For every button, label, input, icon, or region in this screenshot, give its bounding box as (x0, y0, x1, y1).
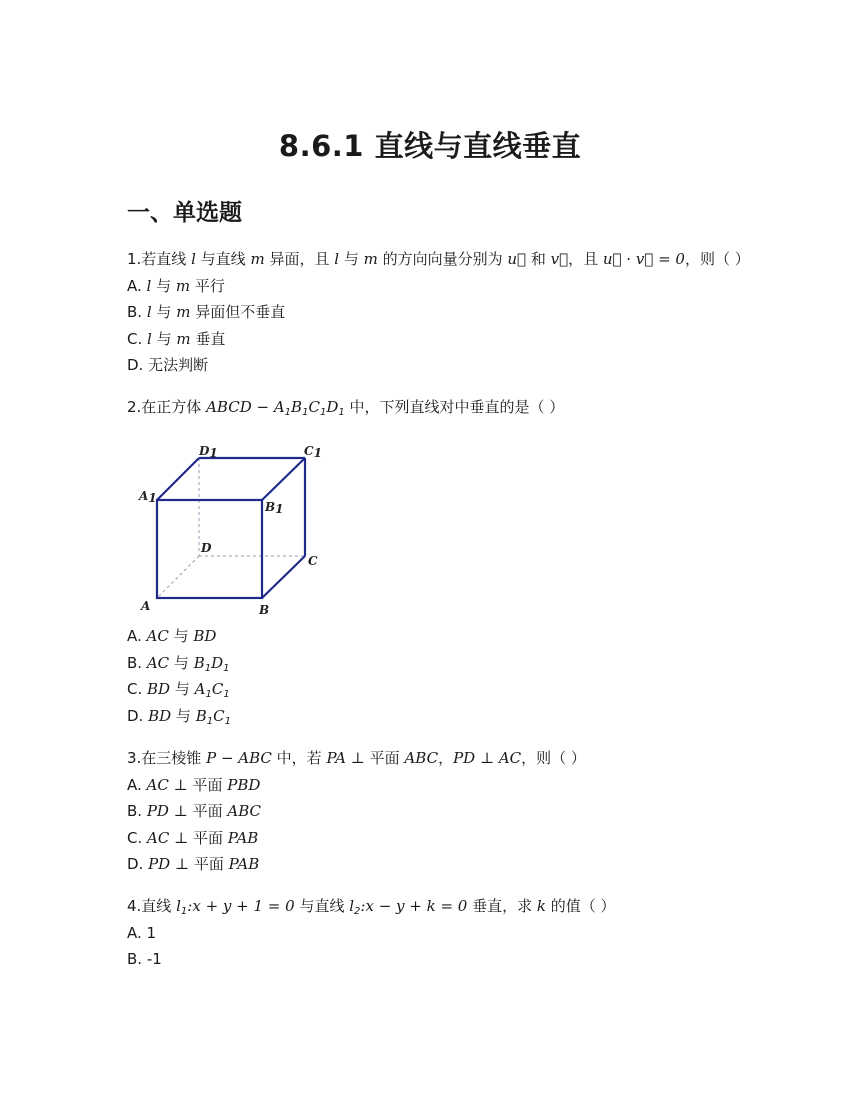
q2-option-c: C. BD 与 $A_1C_1$ (127, 680, 230, 700)
q3-option-b: B. PD ⊥ 平面 ABC (127, 802, 261, 820)
label-c: C (308, 554, 318, 568)
label-b: B (259, 603, 270, 617)
q3-option-a: A. AC ⊥ 平面 PBD (127, 776, 261, 794)
edge-a1d1 (157, 458, 199, 500)
q2-option-a: A. AC 与 BD (127, 627, 217, 645)
q1-option-c: C. l 与 m 垂直 (127, 330, 226, 348)
q1-option-b: B. l 与 m 异面但不垂直 (127, 303, 286, 321)
page-title: 8.6.1 直线与直线垂直 (278, 129, 582, 163)
q2-option-d: D. BD 与 $B_1C_1$ (127, 707, 231, 727)
label-c1: C1 (304, 444, 322, 460)
q4-option-b: B. -1 (127, 950, 162, 968)
q1-option-a: A. l 与 m 平行 (127, 277, 225, 295)
label-a: A (141, 599, 151, 613)
q4-stem: 4.直线 $l_1:x + y + 1 = 0$ 与直线 $l_2:x - y + k = 0$ 垂直，求 k 的值（ ） (127, 897, 616, 917)
q1-stem: 1.若直线 l 与直线 m 异面，且 l 与 m 的方向向量分别为 u⃗ 和 v⃗，且 u⃗ · v⃗ = 0，则（ ） (127, 250, 750, 268)
q2-option-b: B. AC 与 $B_1D_1$ (127, 654, 230, 674)
section-heading: 一、单选题 (127, 200, 242, 226)
label-b1: B1 (265, 500, 284, 516)
q2-stem: 2.在正方体 ABCD − $A_1B_1C_1D_1$ 中，下列直线对中垂直的是（ ） (127, 398, 565, 418)
label-d1: D1 (199, 444, 218, 460)
label-a1: A1 (139, 489, 157, 505)
edge-b1c1 (262, 458, 305, 500)
hidden-edge-da (157, 556, 199, 598)
q3-option-d: D. PD ⊥ 平面 PAB (127, 855, 260, 873)
q1-option-d: D. 无法判断 (127, 356, 209, 374)
q4-option-a: A. 1 (127, 924, 157, 942)
edge-bc (262, 556, 305, 598)
q3-option-c: C. AC ⊥ 平面 PAB (127, 829, 259, 847)
q3-stem: 3.在三棱锥 P − ABC 中，若 PA ⊥ 平面 ABC，PD ⊥ AC，则（ ） (127, 749, 586, 767)
label-d: D (201, 541, 212, 555)
cube-figure (135, 438, 330, 620)
